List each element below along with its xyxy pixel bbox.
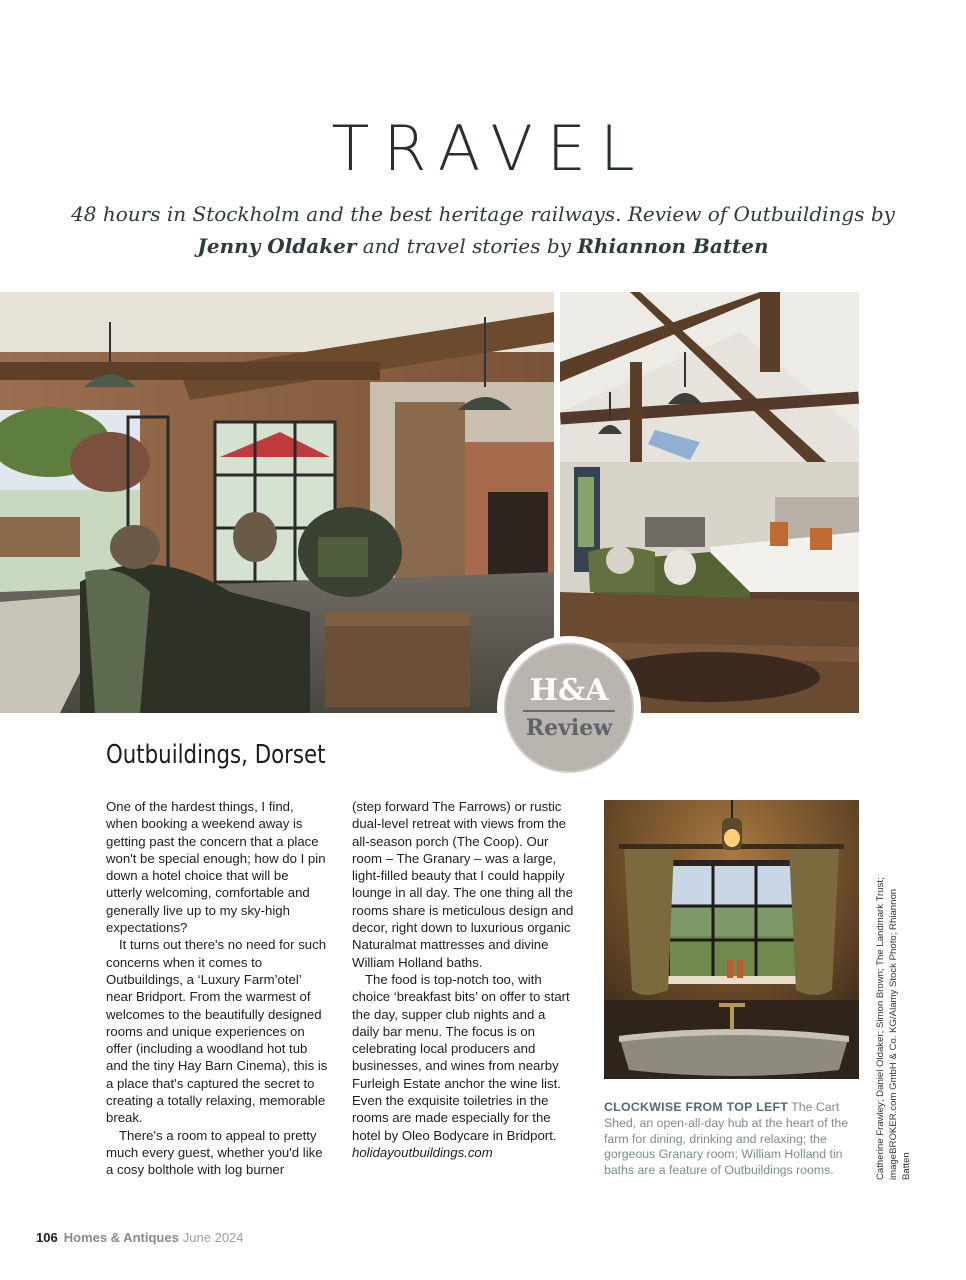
article-paragraph: It turns out there's no need for such concerns when it comes to Outbuildings, a ‘Luxury Farm’otel’ near Bridport. From the warmest of welcomes to the beautifully designed rooms and unique experiences on offer (including a woodland hot tub and the tiny Hay Barn Cinema), this is a place that's captured the secret to creating a totally relaxing, memorable break. xyxy=(106,937,328,1126)
article-paragraph: One of the hardest things, I find, when booking a weekend away is getting past the concern that a place won't be special enough; how do I pin down a hotel choice that will be utterly welcoming, comfortable and generally live up to my sky-high expectations? xyxy=(106,799,326,936)
standfirst-author-2: Rhiannon Batten xyxy=(577,234,769,258)
caption-lead: CLOCKWISE FROM TOP LEFT xyxy=(604,1100,789,1114)
review-badge xyxy=(497,636,641,780)
article-paragraph: (step forward The Farrows) or rustic dual-level retreat with views from the all-season porch (The Coop). Our room – The Granary – was a large, light-filled beauty that I could happily lounge in all day. The one thing all the rooms share is meticulous design and decor, right down to luxurious organic Naturalmat mattresses and divine William Holland baths. xyxy=(352,799,574,970)
magazine-name: Homes & Antiques xyxy=(63,1230,179,1245)
review-badge-inner xyxy=(504,643,634,773)
article-paragraph: There's a room to appeal to pretty much every guest, whether you'd like a cosy bolthole with log burner xyxy=(106,1127,323,1178)
standfirst-text-2: and travel stories by xyxy=(356,234,578,258)
photo-credits xyxy=(874,860,913,1180)
article-headline: Outbuildings, Dorset xyxy=(106,740,326,770)
cart-shed-photo xyxy=(0,292,554,713)
credits-line-2: imageBROKER.com GmbH & Co. KG/Alamy Stock Photo; Rhiannon Batten xyxy=(888,888,912,1180)
credits-line-1: Catherine Frawley; Daniel Oldaker; Simon Brown; The Landmark Trust; xyxy=(875,877,886,1180)
caption-text: The Cart Shed, an open-all-day hub at the heart of the farm for dining, drinking and relaxing; the gorgeous Granary room; William Holland tin baths are a feature of Outbuildings rooms. xyxy=(604,1100,849,1178)
article-column-1 xyxy=(106,798,328,1179)
badge-logo: H&A xyxy=(529,672,609,708)
issue-date: June 2024 xyxy=(182,1230,244,1245)
hotel-weblink[interactable]: holidayoutbuildings.com xyxy=(352,1144,493,1160)
photo-caption xyxy=(604,1100,856,1179)
tin-bath-photo xyxy=(604,800,859,1079)
article-column-2 xyxy=(352,798,574,1161)
badge-review-word: Review xyxy=(525,714,613,741)
page-number: 106 xyxy=(36,1230,58,1245)
section-title: TRAVEL xyxy=(331,112,649,185)
standfirst xyxy=(60,198,906,262)
page-folio xyxy=(36,1230,244,1245)
badge-divider xyxy=(523,710,615,712)
standfirst-author-1: Jenny Oldaker xyxy=(197,234,357,258)
article-paragraph: The food is top-notch too, with choice ‘breakfast bits’ on offer to start the day, supper club nights and a daily bar menu. The focus is on celebrating local producers and businesses, and wines from nearby Furleigh Estate anchor the wine list. Even the exquisite toiletries in the rooms are made especially for the hotel by Oleo Bodycare in Bridport. xyxy=(352,971,570,1143)
standfirst-text-1: 48 hours in Stockholm and the best heritage railways. Review of Outbuildings by xyxy=(71,202,895,226)
